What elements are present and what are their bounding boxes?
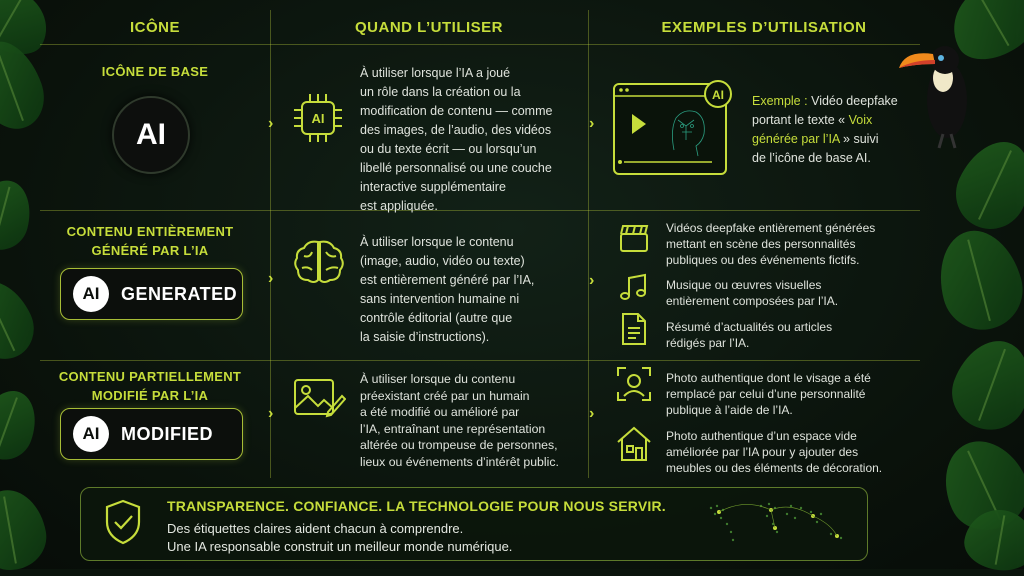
house-icon bbox=[616, 424, 652, 464]
face-scan-icon bbox=[616, 366, 652, 402]
footer-line-2: Une IA responsable construit un meilleur monde numérique. bbox=[167, 539, 513, 554]
header-when: QUAND L’UTILISER bbox=[354, 18, 503, 36]
svg-text:AI: AI bbox=[311, 111, 325, 126]
footer-banner bbox=[80, 487, 868, 561]
image-edit-icon bbox=[292, 376, 346, 420]
footer-title: TRANSPARENCE. CONFIANCE. LA TECHNOLOGIE POUR NOUS SERVIR. bbox=[167, 498, 666, 514]
document-icon bbox=[620, 312, 648, 346]
row3-example-2: Photo authentique d’un espace vide améliorée par l’IA pour y ajouter des meubles ou des éléments de décoration. bbox=[666, 429, 883, 475]
deepfake-video-screen-icon bbox=[612, 80, 742, 180]
row1-example-text: Exemple : Vidéo deepfake portant le texte « Voix générée par l’IA » suivi de l’icône de base AI. bbox=[752, 94, 898, 165]
row3-when-text: À utiliser lorsque du contenu préexistant créé par un humain a été modifié ou amélioré par l’IA, entraînant une représentation altérée ou trompeuse de personnes, lieux ou événements d’intérêt public. bbox=[360, 372, 559, 469]
ai-base-badge: AI bbox=[112, 96, 190, 174]
row1-chevron-left: › bbox=[268, 115, 274, 132]
ai-generated-badge: AI GENERATED bbox=[60, 268, 243, 320]
music-note-icon bbox=[618, 272, 650, 304]
row2-chevron-left: › bbox=[268, 270, 274, 287]
clapperboard-icon bbox=[618, 222, 650, 254]
row2-example-2: Musique ou œuvres visuelles entièrement composées par l’IA. bbox=[666, 278, 839, 308]
row1-label: ICÔNE DE BASE bbox=[101, 64, 209, 79]
footer-line-1: Des étiquettes claires aident chacun à comprendre. bbox=[167, 521, 464, 536]
brain-icon bbox=[292, 238, 346, 286]
row2-example-3: Résumé d’actualités ou articles rédigés par l’IA. bbox=[666, 320, 833, 350]
header-examples: EXEMPLES D’UTILISATION bbox=[661, 18, 867, 36]
svg-text:AI: AI bbox=[712, 88, 724, 102]
row3-example-1: Photo authentique dont le visage a été remplacé par celui d’une personnalité publique à l’aide de l’IA. bbox=[666, 371, 871, 417]
ai-chip-icon bbox=[292, 92, 344, 144]
row2-label: CONTENU ENTIÈREMENT GÉNÉRÉ PAR L’IA bbox=[66, 224, 234, 258]
row1-when-text: À utiliser lorsque l’IA a joué un rôle dans la création ou la modification de contenu — comme des images, de l’audio, des vidéos ou du texte écrit — ou lorsqu’un libellé personnalisé ou une couche interactive supplémentaire est appliquée. bbox=[360, 66, 553, 213]
row3-chevron-right: › bbox=[589, 405, 595, 422]
row1-chevron-right: › bbox=[589, 115, 595, 132]
shield-check-icon bbox=[103, 498, 143, 546]
world-map-dots-icon bbox=[691, 494, 861, 554]
row2-example-1: Vidéos deepfake entièrement générées mettant en scène des personnalités publiques ou des événements fictifs. bbox=[666, 221, 876, 267]
header-icon: ICÔNE bbox=[129, 18, 180, 36]
ai-modified-badge: AI MODIFIED bbox=[60, 408, 243, 460]
row3-label: CONTENU PARTIELLEMENT MODIFIÉ PAR L’IA bbox=[58, 369, 242, 403]
row3-chevron-left: › bbox=[268, 405, 274, 422]
row2-when-text: À utiliser lorsque le contenu (image, audio, vidéo ou texte) est entièrement généré par l’IA, sans intervention humaine ni contrôle éditorial (autre que la saisie d’instructions). bbox=[360, 235, 535, 344]
row2-chevron-right: › bbox=[589, 272, 595, 289]
